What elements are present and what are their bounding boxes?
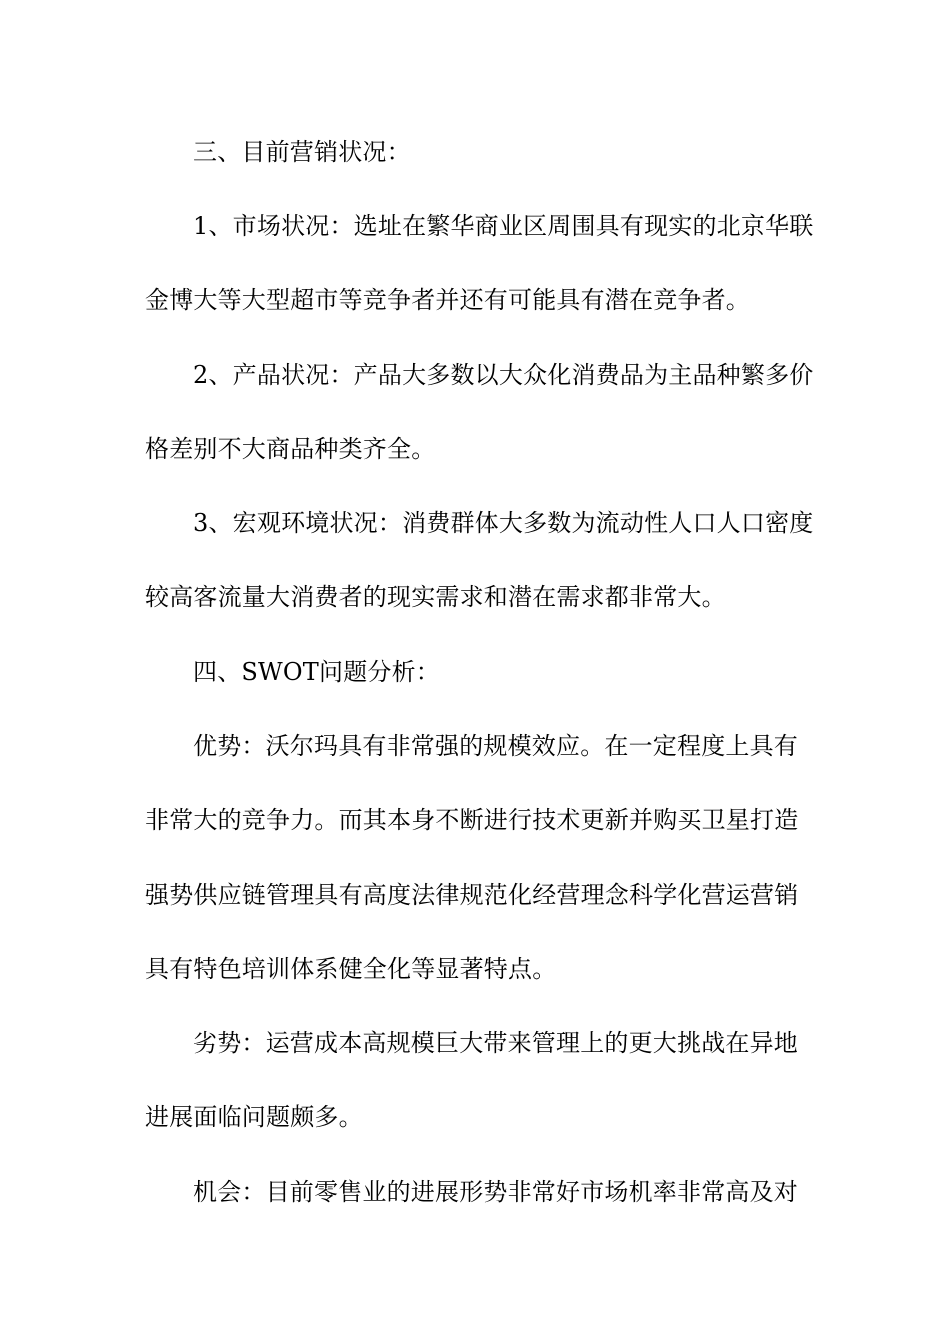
paragraph-line: 金博大等大型超市等竞争者并还有可能具有潜在竞争者。 [145,286,750,314]
paragraph-line: 1、市场状况：选址在繁华商业区周围具有现实的北京华联 [193,212,814,240]
paragraph-line: 较高客流量大消费者的现实需求和潜在需求都非常大。 [145,583,726,611]
paragraph-line: 劣势：运营成本高规模巨大带来管理上的更大挑战在异地 [193,1029,798,1057]
paragraph-line: 具有特色培训体系健全化等显著特点。 [145,955,557,983]
paragraph-line: 非常大的竞争力。而其本身不断进行技术更新并购买卫星打造 [145,806,799,834]
paragraph-line: 2、产品状况：产品大多数以大众化消费品为主品种繁多价 [193,361,814,389]
paragraph-line: 优势：沃尔玛具有非常强的规模效应。在一定程度上具有 [193,732,798,760]
paragraph-line: 机会：目前零售业的进展形势非常好市场机率非常高及对 [193,1178,798,1206]
paragraph-line: 格差别不大商品种类齐全。 [145,435,436,463]
paragraph-line: 进展面临问题颇多。 [145,1103,363,1131]
section-heading-marketing-status: 三、目前营销状况： [193,138,411,166]
paragraph-line: 3、宏观环境状况：消费群体大多数为流动性人口人口密度 [193,509,814,537]
section-heading-swot: 四、SWOT问题分析： [193,658,440,686]
paragraph-line: 强势供应链管理具有高度法律规范化经营理念科学化营运营销 [145,881,799,909]
